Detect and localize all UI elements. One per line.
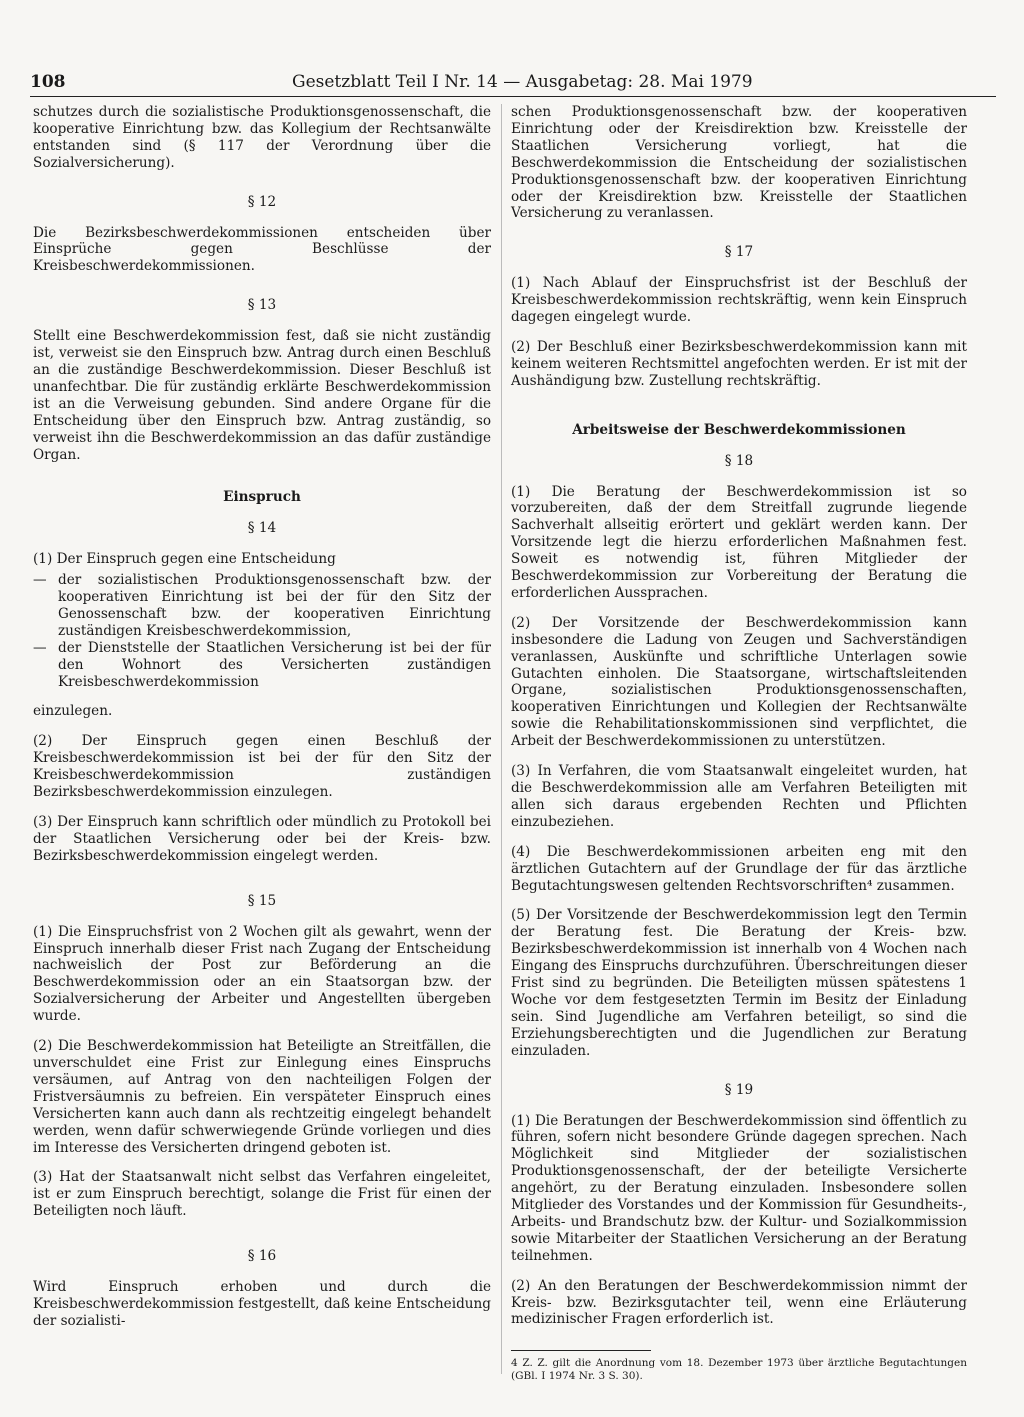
section-number: § 13 — [247, 297, 277, 314]
paragraph: (3) Hat der Staatsanwalt nicht selbst das Verfahren eingeleitet, ist er zum Einspruch berechtigt, solange die Frist für einen der Beteiligten noch läuft. — [33, 1169, 491, 1220]
list-item — [33, 572, 491, 640]
paragraph: (1) Der Einspruch gegen eine Entscheidung — [33, 551, 336, 568]
column-divider — [501, 104, 502, 1374]
section-heading: Einspruch — [223, 489, 301, 506]
paragraph: (1) Die Einspruchsfrist von 2 Wochen gilt als gewahrt, wenn der Einspruch innerhalb dieser Frist nach Zugang der Entscheidung nachweislich der Post zur Beförderung an die Beschwerdekommission oder an ein Staatsorgan bzw. der Sozialversicherung der Arbeiter und Angestellten übergeben wurde. — [33, 923, 491, 1025]
footnote-rule — [511, 1350, 651, 1351]
dash-list — [33, 572, 491, 690]
section-heading: Arbeitsweise der Beschwerdekommissionen — [572, 421, 906, 438]
section-number: § 14 — [247, 520, 277, 537]
paragraph: (3) In Verfahren, die vom Staatsanwalt eingeleitet wurden, hat die Beschwerdekommission alle am Verfahren Beteiligten mit allen sich daraus ergebenden Rechten und Pflichten einzubeziehen. — [511, 763, 967, 830]
paragraph: (2) An den Beratungen der Beschwerdekommission nimmt der Kreis- bzw. Bezirksgutachter teil, wenn eine Erläuterung medizinischer Fragen erforderlich ist. — [511, 1277, 967, 1328]
list-item-text: der sozialistischen Produktionsgenossenschaft bzw. der kooperativen Einrichtung ist bei der für den Sitz der Genossenschaft bzw. der kooperativen Einrichtung zuständigen Kreisbeschwerdekommission, — [58, 572, 491, 639]
section-number: § 16 — [247, 1248, 277, 1265]
paragraph: (2) Der Beschluß einer Bezirksbeschwerdekommission kann mit keinem weiteren Rechtsmittel angefochten werden. Er ist mit der Aushändigung bzw. Zustellung rechtskräftig. — [511, 338, 967, 389]
header-rule — [30, 96, 996, 97]
paragraph: (5) Der Vorsitzende der Beschwerdekommission legt den Termin der Beratung fest. Die Beratung der Kreis- bzw. Bezirksbeschwerdekommission ist innerhalb von 4 Wochen nach Eingang des Einspruchs durchzuführen. Überschreitungen dieser Frist sind zu begründen. Die Beteiligten müssen spätestens 1 Woche vor dem festgesetzten Termin im Besitz der Einladung sein. Sind Jugendliche am Verfahren beteiligt, so sind die Erziehungsberechtigten und die Jugendlichen zur Beratung einzuladen. — [511, 907, 967, 1059]
paragraph: (1) Nach Ablauf der Einspruchsfrist ist der Beschluß der Kreisbeschwerdekommission rechtskräftig, wenn kein Einspruch dagegen eingelegt wurde. — [511, 275, 967, 326]
paragraph: (1) Die Beratungen der Beschwerdekommission sind öffentlich zu führen, sofern nicht besondere Gründe dagegen sprechen. Nach Möglichkeit sind Mitglieder der sozialistischen Produktionsgenossenschaft, der der beteiligte Versicherte angehört, zu der Beratung einzuladen. Insbesondere sollen Mitglieder des Vorstandes und der Kommission für Gesundheits-, Arbeits- und Brandschutz bzw. der Kultur- und Sozialkommission sowie Mitarbeiter der Staatlichen Versicherung an der Beratung teilnehmen. — [511, 1112, 967, 1264]
list-item — [33, 640, 491, 691]
paragraph: (2) Der Vorsitzende der Beschwerdekommission kann insbesondere die Ladung von Zeugen und Sachverständigen veranlassen, Auskünfte und schriftliche Unterlagen sowie Gutachten einholen. Die Staatsorgane, wirtschaftsleitenden Organe, sozialistischen Produktionsgenossenschaften, kooperativen Einrichtungen und Kollegien der Rechtsanwälte sowie die Rehabilitationskommissionen sind verpflichtet, die Arbeit der Beschwerdekommissionen zu unterstützen. — [511, 614, 967, 750]
paragraph: Wird Einspruch erhoben und durch die Kreisbeschwerdekommission festgestellt, daß keine Entscheidung der sozialisti- — [33, 1279, 491, 1329]
section-number: § 19 — [724, 1081, 754, 1098]
paragraph: schen Produktionsgenossenschaft bzw. der kooperativen Einrichtung oder der Kreisdirektion bzw. Kreisstelle der Staatlichen Versicherung vorliegt, hat die Beschwerdekommission die Entscheidung der sozialistischen Produktionsgenossenschaft bzw. der kooperativen Einrichtung oder der Kreisdirektion bzw. Kreisstelle der Staatlichen Versicherung zu veranlassen. — [511, 104, 967, 222]
right-column — [511, 104, 967, 1341]
paragraph: Die Bezirksbeschwerdekommissionen entscheiden über Einsprüche gegen Beschlüsse der Kreisbeschwerdekommissionen. — [33, 224, 491, 275]
page-number: 108 — [30, 72, 66, 92]
left-column — [33, 104, 491, 1343]
paragraph: (2) Der Einspruch gegen einen Beschluß der Kreisbeschwerdekommission ist bei der für den Sitz der Kreisbeschwerdekommission zuständigen Bezirksbeschwerdekommission einzulegen. — [33, 733, 491, 801]
page-header — [30, 70, 996, 96]
paragraph: Stellt eine Beschwerdekommission fest, daß sie nicht zuständig ist, verweist sie den Einspruch bzw. Antrag durch einen Beschluß an die zuständige Beschwerdekommission. Dieser Beschluß ist unanfechtbar. Die für zuständig erklärte Beschwerdekommission ist an die Verweisung gebunden. Sind andere Organe für die Entscheidung über den Einspruch bzw. Antrag zuständig, so verweist ihn die Beschwerdekommission an das dafür zuständige Organ. — [33, 328, 491, 463]
section-number: § 17 — [724, 244, 754, 261]
section-number: § 15 — [247, 892, 277, 909]
paragraph: (1) Die Beratung der Beschwerdekommission ist so vorzubereiten, daß der dem Streitfall zugrunde liegende Sachverhalt allseitig erörtert und geklärt werden kann. Der Vorsitzende legt die hierzu erforderlichen Maßnahmen fest. Soweit es notwendig ist, führen Mitglieder der Beschwerdekommission zur Vorbereitung der Beratung die erforderlichen Aussprachen. — [511, 483, 967, 601]
paragraph: einzulegen. — [33, 703, 113, 720]
dash-marker: — — [33, 639, 47, 656]
footnote: 4 Z. Z. gilt die Anordnung vom 18. Dezember 1973 über ärztliche Begutachtungen (GBl. I 1974 Nr. 3 S. 30). — [511, 1357, 967, 1382]
paragraph: schutzes durch die sozialistische Produktionsgenossenschaft, die kooperative Einrichtung bzw. das Kollegium der Rechtsanwälte entstanden sind (§ 117 der Verordnung über die Sozialversicherung). — [33, 104, 491, 171]
paragraph: (3) Der Einspruch kann schriftlich oder mündlich zu Protokoll bei der Staatlichen Versicherung oder bei der Kreis- bzw. Bezirksbeschwerdekommission eingelegt werden. — [33, 814, 491, 864]
list-item-text: der Dienststelle der Staatlichen Versicherung ist bei der für den Wohnort des Versicherten zuständigen Kreisbeschwerdekommission — [58, 639, 491, 690]
paragraph: (4) Die Beschwerdekommissionen arbeiten eng mit den ärztlichen Gutachtern auf der Grundlage der für das ärztliche Begutachtungswesen geltenden Rechtsvorschriften⁴ zusammen. — [511, 843, 967, 894]
section-number: § 18 — [724, 452, 754, 469]
section-number: § 12 — [247, 193, 277, 210]
paragraph: (2) Die Beschwerdekommission hat Beteiligte an Streitfällen, die unverschuldet eine Frist zur Einlegung eines Einspruchs versäumen, auf Antrag von den nachteiligen Folgen der Fristversäumnis zu befreien. Ein verspäteter Einspruch eines Versicherten kann auch dann als rechtzeitig eingelegt behandelt werden, wenn dafür schwerwiegende Gründe vorliegen und dies im Interesse des Versicherten dringend geboten ist. — [33, 1038, 491, 1156]
gazette-title: Gesetzblatt Teil I Nr. 14 — Ausgabetag: 28. Mai 1979 — [292, 72, 753, 92]
dash-marker: — — [33, 572, 47, 589]
